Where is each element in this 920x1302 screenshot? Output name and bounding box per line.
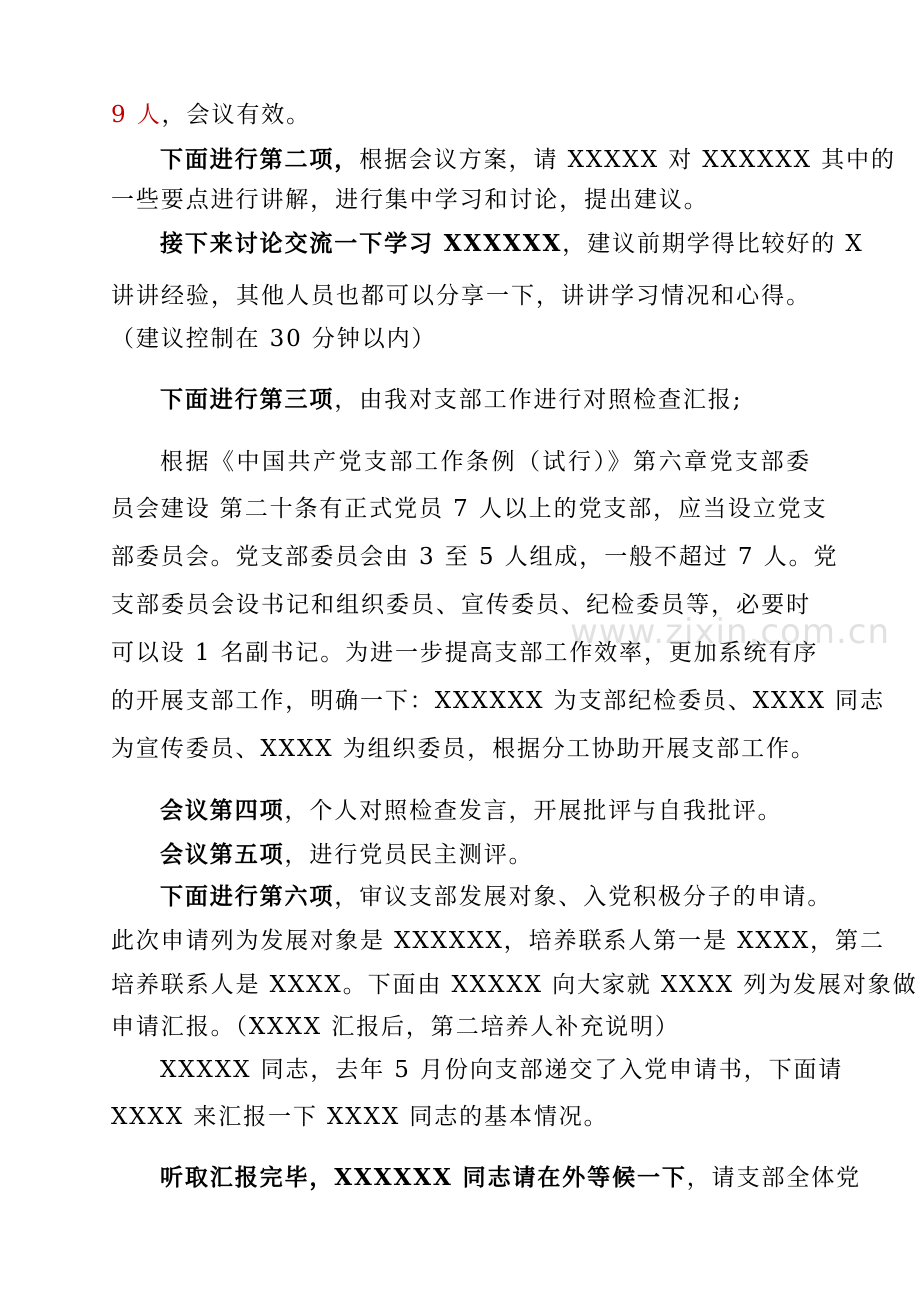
p8-line-1: 下面进行第六项，审议支部发展对象、入党积极分子的申请。 [160,883,833,910]
p8-line-4: 申请汇报。（XXXX 汇报后，第二培养人补充说明） [111,1014,680,1040]
p1-line: 9 人，会议有效。 [111,102,312,128]
p10-line: 听取汇报完毕，XXXXXX 同志请在外等候一下，请支部全体党 [160,1164,862,1191]
report-done-heading: 听取汇报完毕，XXXXXX 同志请在外等候一下 [160,1164,687,1191]
p4-line: 下面进行第三项，由我对支部工作进行对照检查汇报; [160,386,743,413]
item-3-heading: 下面进行第三项 [160,386,335,413]
item-2-heading: 下面进行第二项， [160,146,360,173]
watermark: www.zixin.com.cn [570,612,890,652]
p3-line-1: 接下来讨论交流一下学习 XXXXXX，建议前期学得比较好的 X [160,230,864,257]
item-4-heading: 会议第四项 [160,797,285,824]
p5-line-5: 可以设 1 名副书记。为进一步提高支部工作效率，更加系统有序 [111,640,819,666]
p2-line-1: 下面进行第二项，根据会议方案，请 XXXXX 对 XXXXXX 其中的 [160,146,896,173]
p9-line-1: XXXXX 同志，去年 5 月份向支部递交了入党申请书，下面请 [160,1057,844,1083]
p5-line-3: 部委员会。党支部委员会由 3 至 5 人组成，一般不超过 7 人。党 [111,544,839,570]
p5-line-2: 员会建设 第二十条有正式党员 7 人以上的党支部，应当设立党支 [111,496,828,522]
p9-line-2: XXXX 来汇报一下 XXXX 同志的基本情况。 [111,1104,609,1130]
p8-line-3: 培养联系人是 XXXX。下面由 XXXXX 向大家就 XXXX 列为发展对象做 [111,972,918,998]
p3-line-3: （建议控制在 30 分钟以内） [111,326,437,352]
attendance-count: 9 人 [111,102,162,128]
p5-line-4: 支部委员会设书记和组织委员、宣传委员、纪检委员等，必要时 [111,592,811,618]
discussion-heading: 接下来讨论交流一下学习 XXXXXX [160,230,563,257]
item-5-heading: 会议第五项 [160,841,285,868]
item-6-heading: 下面进行第六项 [160,883,335,910]
p5-line-7: 为宣传委员、XXXX 为组织委员，根据分工协助开展支部工作。 [111,736,816,762]
p2-line-2: 一些要点进行讲解，进行集中学习和讨论，提出建议。 [111,187,709,213]
p6-line: 会议第四项，个人对照检查发言，开展批评与自我批评。 [160,797,783,824]
p8-line-2: 此次申请列为发展对象是 XXXXXX，培养联系人第一是 XXXX，第二 [111,928,885,954]
p3-line-2: 讲讲经验，其他人员也都可以分享一下，讲讲学习情况和心得。 [111,283,811,309]
p7-line: 会议第五项，进行党员民主测评。 [160,841,534,868]
p5-line-1: 根据《中国共产党支部工作条例（试行）》第六章党支部委 [160,449,811,475]
p5-line-6: 的开展支部工作，明确一下：XXXXXX 为支部纪检委员、XXXX 同志 [111,688,885,714]
